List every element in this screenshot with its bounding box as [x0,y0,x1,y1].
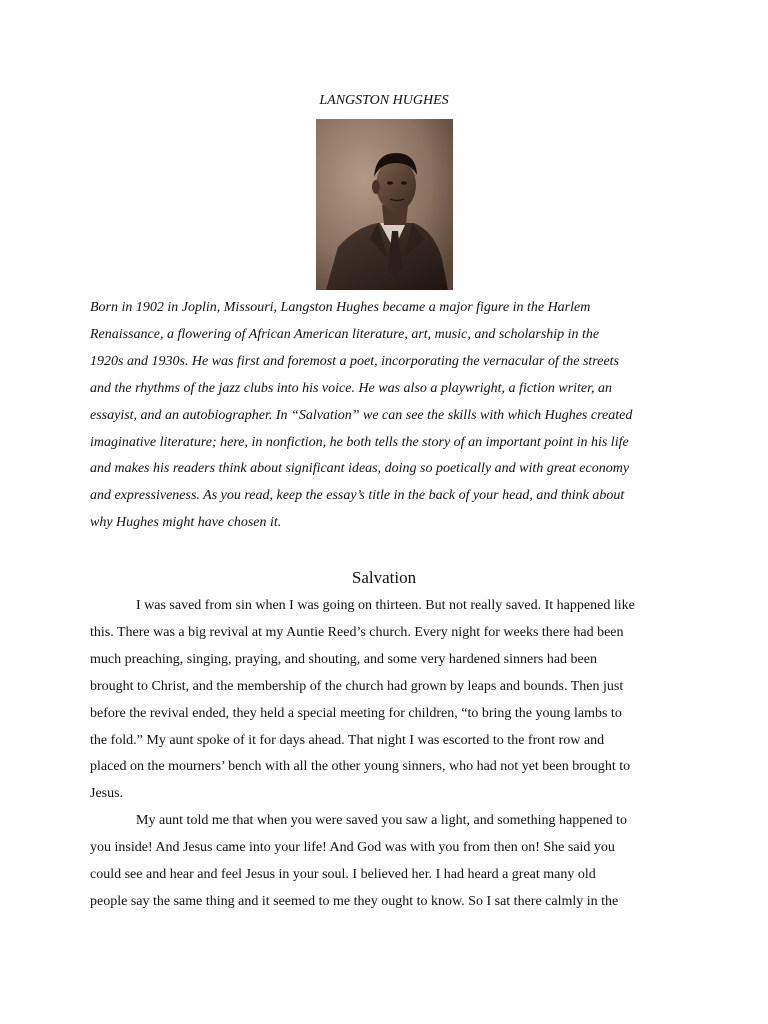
portrait-photo [316,119,453,290]
intro-line: why Hughes might have chosen it. [90,515,282,531]
paragraph-line: placed on the mourners’ bench with all the other young sinners, who had not yet been brought to [90,759,631,775]
intro-line: Born in 1902 in Joplin, Missouri, Langston Hughes became a major figure in the Harlem [90,300,591,315]
paragraph-line: I was saved from sin when I was going on thirteen. But not really saved. It happened like [136,598,635,613]
paragraph-line: before the revival ended, they held a special meeting for children, “to bring the young lambs to [90,705,622,721]
paragraph-line: you inside! And Jesus came into your life! And God was with you from then on! She said you [90,840,615,856]
essay-paragraph [90,593,682,808]
paragraph-line: could see and hear and feel Jesus in your soul. I believed her. I had heard a great many old [90,867,596,883]
paragraph-line: this. There was a big revival at my Auntie Reed’s church. Every night for weeks there had been [90,624,624,640]
paragraph-line: people say the same thing and it seemed to me they ought to know. So I sat there calmly in the [90,893,619,909]
paragraph-line: Jesus. [90,786,124,802]
author-portrait [316,119,453,290]
intro-line: Renaissance, a flowering of African American literature, art, music, and scholarship in the [90,326,600,342]
intro-line: and makes his readers think about significant ideas, doing so poetically and with great economy [90,461,630,477]
intro-line: essayist, and an autobiographer. In “Salvation” we can see the skills with which Hughes created [90,407,633,423]
essay-paragraph [90,808,682,916]
paragraph-line: much preaching, singing, praying, and shouting, and some very hardened sinners had been [90,651,597,667]
intro-line: 1920s and 1930s. He was first and foremost a poet, incorporating the vernacular of the streets [90,353,619,369]
paragraph-line: My aunt told me that when you were saved you saw a light, and something happened to [136,813,628,829]
author-heading: LANGSTON HUGHES [319,93,449,108]
intro-line: and the rhythms of the jazz clubs into his voice. He was also a playwright, a fiction writer, an [90,380,613,396]
author-introduction [90,295,682,537]
essay-title: Salvation [351,568,417,587]
paragraph-line: brought to Christ, and the membership of the church had grown by leaps and bounds. Then just [90,678,624,694]
intro-line: imaginative literature; here, in nonfiction, he both tells the story of an important point in his life [90,434,629,450]
intro-line: and expressiveness. As you read, keep the essay’s title in the back of your head, and think about [90,488,625,504]
paragraph-line: the fold.” My aunt spoke of it for days ahead. That night I was escorted to the front row and [90,732,605,748]
essay-body [90,593,682,916]
